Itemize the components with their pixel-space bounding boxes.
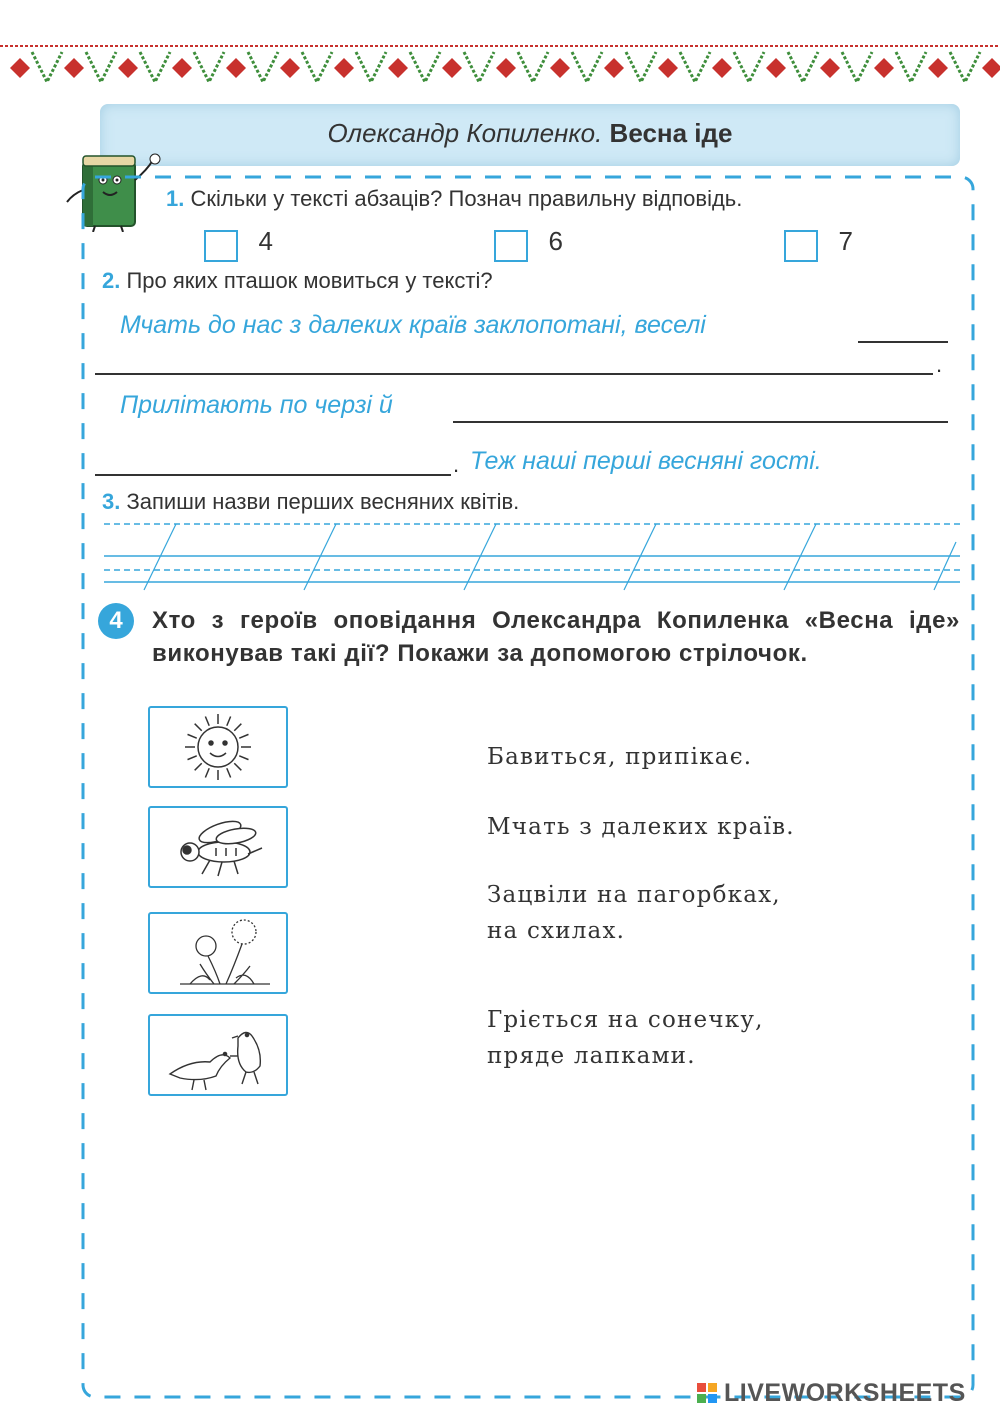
- question-2-line3: Прилітають по черзі й: [120, 391, 393, 419]
- sun-ray: [234, 724, 241, 731]
- picture-fly[interactable]: [148, 806, 288, 888]
- checkbox-4[interactable]: [204, 230, 238, 262]
- option-4-label: 4: [258, 226, 273, 256]
- line2-period: .: [936, 352, 943, 377]
- ornament-diamond: [874, 58, 894, 78]
- option-4[interactable]: [204, 226, 273, 262]
- ornament-chevron: [788, 52, 818, 82]
- ornament-diamond: [334, 58, 354, 78]
- ornament-diamond: [64, 58, 84, 78]
- question-2-line4: Теж наші перші весняні гості.: [470, 447, 822, 475]
- action-3[interactable]: [487, 877, 781, 949]
- ornament-diamond: [712, 58, 732, 78]
- picture-sun[interactable]: [148, 706, 288, 788]
- option-7[interactable]: [784, 226, 853, 262]
- sun-ray: [227, 768, 231, 777]
- answer-blank-4[interactable]: [95, 474, 451, 476]
- option-7-label: 7: [838, 226, 853, 256]
- ornament-chevron: [950, 52, 980, 82]
- option-6-label: 6: [548, 226, 563, 256]
- ornament-diamond: [172, 58, 192, 78]
- ornament-diamond: [442, 58, 462, 78]
- question-1: [166, 186, 742, 212]
- ornament-chevron: [410, 52, 440, 82]
- ornament-chevron: [734, 52, 764, 82]
- ornament-chevron: [86, 52, 116, 82]
- action-4[interactable]: [487, 1002, 764, 1074]
- ornament-diamond: [604, 58, 624, 78]
- handwriting-lines[interactable]: [104, 520, 960, 592]
- question-3-number: 3.: [102, 489, 121, 514]
- question-3-text: Запиши назви перших весняних квітів.: [126, 489, 520, 514]
- ornament-diamond: [496, 58, 516, 78]
- fly-icon: [150, 808, 286, 886]
- title-author: Олександр Копиленко.: [327, 118, 603, 148]
- action-1-line1: Бавиться, припікає.: [487, 744, 753, 770]
- sun-ray: [239, 756, 248, 760]
- ornament-chevron: [896, 52, 926, 82]
- ornament-diamond: [118, 58, 138, 78]
- ornament-diamond: [550, 58, 570, 78]
- answer-blank-2[interactable]: [95, 373, 933, 375]
- birds-icon: [150, 1016, 286, 1094]
- page-title: [100, 118, 960, 149]
- option-6[interactable]: [494, 226, 563, 262]
- ornament-diamond: [766, 58, 786, 78]
- picture-dandelion[interactable]: [148, 912, 288, 994]
- action-3-line2: на схилах.: [487, 918, 626, 944]
- ornament-chevron: [572, 52, 602, 82]
- question-3: [102, 489, 519, 515]
- ornament-chevron: [32, 52, 62, 82]
- ornament-chevron: [248, 52, 278, 82]
- question-2: [102, 268, 493, 294]
- checkbox-7[interactable]: [784, 230, 818, 262]
- question-1-text: Скільки у тексті абзаців? Познач правильну відповідь.: [190, 186, 743, 211]
- ornament-chevron: [518, 52, 548, 82]
- sun-ray: [195, 724, 202, 731]
- sun-ray: [205, 717, 209, 726]
- action-2-line1: Мчать з далеких країв.: [487, 814, 795, 840]
- ornament-diamond: [658, 58, 678, 78]
- sun-ray: [195, 763, 202, 770]
- ornament-chevron: [194, 52, 224, 82]
- question-4-text: Хто з героїв оповідання Олександра Копиленка «Весна іде» виконував такі дії? Покажи за допомогою стрілочок.: [152, 607, 960, 667]
- sun-ray: [205, 768, 209, 777]
- picture-birds[interactable]: [148, 1014, 288, 1096]
- line4-period: .: [453, 452, 460, 477]
- ornament-diamond: [10, 58, 30, 78]
- question-4-badge: 4: [98, 603, 134, 639]
- ornament-chevron: [626, 52, 656, 82]
- ornament-diamond: [226, 58, 246, 78]
- sun-icon: [150, 708, 286, 786]
- ornament-diamond: [982, 58, 1000, 78]
- ornament-diamond: [388, 58, 408, 78]
- title-work: Весна іде: [609, 118, 733, 148]
- ornament-chevron: [302, 52, 332, 82]
- ornament-diamond: [280, 58, 300, 78]
- ornament-chevron: [842, 52, 872, 82]
- action-4-line2: пряде лапками.: [487, 1043, 696, 1069]
- ornament-diamond: [928, 58, 948, 78]
- ornament-chevron: [464, 52, 494, 82]
- dandelion-icon: [150, 914, 286, 992]
- watermark-text: LIVEWORKSHEETS: [724, 1378, 966, 1407]
- ornament-chevron: [356, 52, 386, 82]
- question-2-text: Про яких пташок мовиться у тексті?: [126, 268, 493, 293]
- sun-ray: [234, 763, 241, 770]
- ornament-chevron: [140, 52, 170, 82]
- sun-ray: [227, 717, 231, 726]
- sun-ray: [239, 734, 248, 738]
- liveworksheets-watermark: [696, 1378, 966, 1408]
- answer-blank-1[interactable]: [858, 341, 948, 343]
- action-3-line1: Зацвіли на пагорбках,: [487, 882, 781, 908]
- answer-blank-3[interactable]: [453, 421, 948, 423]
- action-2[interactable]: [487, 809, 795, 845]
- embroidery-border: [0, 38, 1000, 98]
- question-2-line1: Мчать до нас з далеких країв заклопотані, веселі: [120, 311, 706, 339]
- sun-ray: [188, 756, 197, 760]
- question-2-number: 2.: [102, 268, 121, 293]
- action-1[interactable]: [487, 739, 752, 775]
- ornament-chevron: [680, 52, 710, 82]
- question-1-number: 1.: [166, 186, 185, 211]
- liveworksheets-logo-icon: [696, 1382, 720, 1404]
- action-4-line1: Гріється на сонечку,: [487, 1007, 764, 1033]
- checkbox-6[interactable]: [494, 230, 528, 262]
- sun-ray: [188, 734, 197, 738]
- ornament-diamond: [820, 58, 840, 78]
